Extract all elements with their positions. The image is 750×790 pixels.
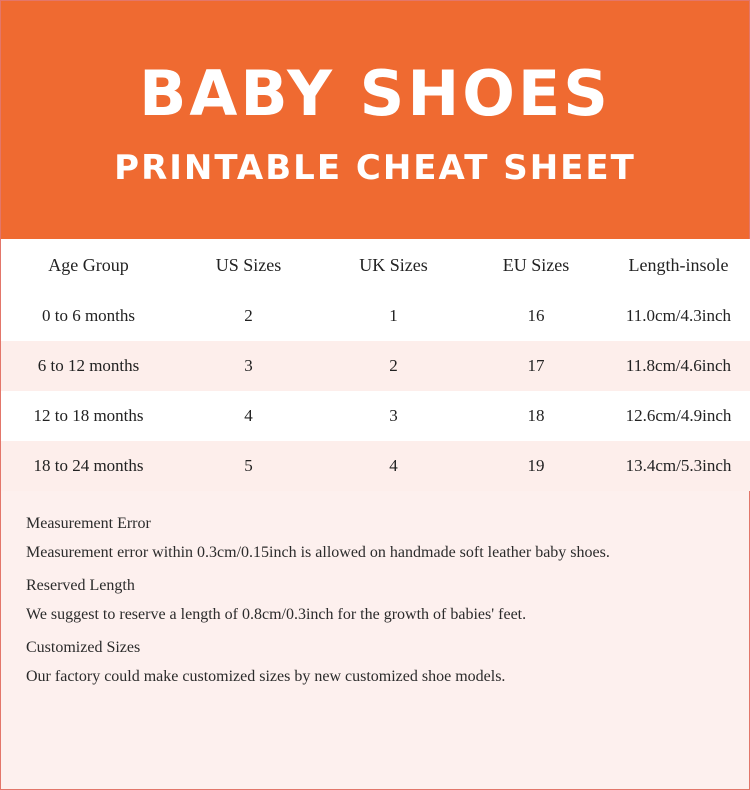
size-table-container: [1, 239, 749, 491]
page-subtitle: PRINTABLE CHEAT SHEET: [114, 148, 636, 188]
table-row: [1, 441, 750, 491]
cell-length-insole: 12.6cm/4.9inch: [606, 391, 750, 441]
cell-uk-size: 3: [321, 391, 466, 441]
note-body-reserved-length: We suggest to reserve a length of 0.8cm/0.3inch for the growth of babies' feet.: [26, 605, 527, 623]
cell-uk-size: 1: [321, 291, 466, 341]
page-header: [1, 1, 749, 239]
size-table: [1, 239, 750, 491]
cell-eu-size: 16: [466, 291, 606, 341]
note-heading-customized-sizes: Customized Sizes: [26, 639, 141, 657]
cell-us-size: 4: [176, 391, 321, 441]
cell-length-insole: 11.8cm/4.6inch: [606, 341, 750, 391]
column-header-us-sizes: US Sizes: [176, 239, 321, 291]
cell-age-group: 6 to 12 months: [1, 341, 176, 391]
cell-age-group: 12 to 18 months: [1, 391, 176, 441]
column-header-uk-sizes: UK Sizes: [321, 239, 466, 291]
cell-us-size: 2: [176, 291, 321, 341]
column-header-length-insole: Length-insole: [606, 239, 750, 291]
cell-eu-size: 18: [466, 391, 606, 441]
table-row: [1, 341, 750, 391]
cell-us-size: 5: [176, 441, 321, 491]
column-header-eu-sizes: EU Sizes: [466, 239, 606, 291]
table-row: [1, 391, 750, 441]
note-heading-reserved-length: Reserved Length: [26, 577, 135, 595]
table-header-row: [1, 239, 750, 291]
cell-eu-size: 19: [466, 441, 606, 491]
note-body-customized-sizes: Our factory could make customized sizes by new customized shoe models.: [26, 667, 506, 685]
column-header-age-group: Age Group: [1, 239, 176, 291]
note-body-measurement-error: Measurement error within 0.3cm/0.15inch is allowed on handmade soft leather baby shoes.: [26, 543, 610, 561]
cell-length-insole: 11.0cm/4.3inch: [606, 291, 750, 341]
cell-us-size: 3: [176, 341, 321, 391]
cell-age-group: 0 to 6 months: [1, 291, 176, 341]
cell-eu-size: 17: [466, 341, 606, 391]
note-heading-measurement-error: Measurement Error: [26, 515, 151, 532]
cell-uk-size: 2: [321, 341, 466, 391]
cell-age-group: 18 to 24 months: [1, 441, 176, 491]
notes-section: [1, 491, 749, 789]
table-row: [1, 291, 750, 341]
page-title: BABY SHOES: [139, 57, 611, 130]
cell-uk-size: 4: [321, 441, 466, 491]
cell-length-insole: 13.4cm/5.3inch: [606, 441, 750, 491]
